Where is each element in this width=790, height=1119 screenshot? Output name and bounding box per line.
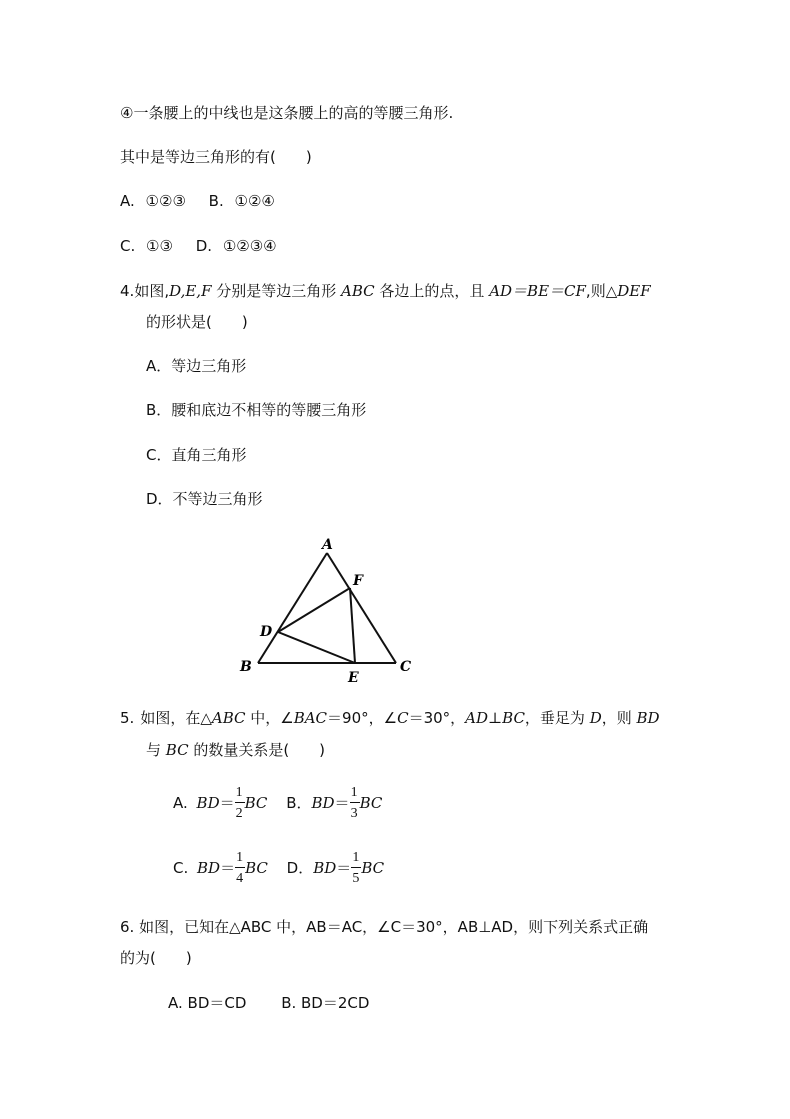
option-a-text: ①②③ <box>145 192 186 210</box>
q5-option-c-eq: ＝ <box>220 859 236 877</box>
point-e-label: E <box>348 670 359 686</box>
q4-option-a: A．等边三角形 <box>146 357 247 375</box>
q4-text: 各边上的点，且 <box>374 282 490 300</box>
numerator: 1 <box>235 785 243 800</box>
q5-option-c-rhs: BC <box>245 859 268 877</box>
q5-text: ，垂足为 <box>524 709 590 727</box>
q4-triangle: ABC <box>341 282 375 300</box>
q4-stem-line-1 <box>120 281 651 301</box>
q6-stem-line-1: 6. 如图，已知在△ABC 中，AB＝AC，∠C＝30°，AB⊥AD，则下列关系式正确 <box>120 918 649 936</box>
q4-stem-line-2: 的形状是( ) <box>146 313 248 331</box>
q5-option-a-label: A. <box>173 794 188 812</box>
q5-point-d: D <box>589 709 602 727</box>
q4-text: 如图, <box>134 282 170 300</box>
option-a-label: A. <box>120 192 135 210</box>
triangle-figure <box>230 530 430 690</box>
q5-text: ＝90°，∠ <box>327 709 398 727</box>
q4-text: 分别是等边三角形 <box>211 282 342 300</box>
q5-option-a-fraction <box>235 785 245 821</box>
option-b-text: ①②④ <box>234 192 275 210</box>
fraction-bar <box>235 867 245 868</box>
q5-option-b-fraction <box>350 785 360 821</box>
segment-df <box>278 588 350 632</box>
q5-option-c-label: C. <box>173 859 189 877</box>
q5-text: 与 <box>146 741 166 759</box>
q5-option-b-eq: ＝ <box>334 794 350 812</box>
option-d-label: D. <box>195 237 213 255</box>
q3-options-row-2 <box>120 236 277 256</box>
q5-text: 的数量关系是( ) <box>188 741 326 759</box>
denominator: 5 <box>352 871 360 886</box>
fraction-bar <box>350 802 360 803</box>
q4-option-b: B．腰和底边不相等的等腰三角形 <box>146 401 367 419</box>
q5-stem-line-1 <box>120 708 660 728</box>
segment-fe <box>350 588 355 663</box>
q5-option-b-lhs: BD <box>311 794 335 812</box>
q5-option-d-label: D． <box>286 859 314 877</box>
q6-stem-line-2: 的为( ) <box>120 949 192 967</box>
q5-number: 5. <box>120 709 135 727</box>
q5-options-row-2 <box>173 850 385 886</box>
q5-option-b-rhs: BC <box>359 794 383 812</box>
q5-text: 中，∠ <box>245 709 294 727</box>
q4-equation: AD＝BE＝CF <box>489 282 586 300</box>
q5-angle-c: C <box>397 709 409 727</box>
q5-stem-line-2 <box>146 740 325 760</box>
point-f-label: F <box>353 573 363 589</box>
vertex-a-label: A <box>322 537 333 553</box>
q4-option-d: D．不等边三角形 <box>146 490 263 508</box>
q5-option-d-rhs: BC <box>361 859 385 877</box>
option-c-text: ①③ <box>146 237 173 255</box>
q4-option-c: C．直角三角形 <box>146 446 247 464</box>
vertex-b-label: B <box>240 659 252 675</box>
q5-perpendicular: AD⊥BC <box>465 709 525 727</box>
q5-segment-bc: BC <box>165 741 189 759</box>
q5-option-c-fraction <box>235 850 245 886</box>
segment-de <box>278 632 355 663</box>
q4-text: ,则△ <box>585 282 618 300</box>
point-d-label: D <box>260 624 273 640</box>
q4-triangle-def: DEF <box>617 282 651 300</box>
fraction-bar <box>235 802 245 803</box>
q5-triangle: ABC <box>211 709 246 727</box>
option-c-label: C. <box>120 237 136 255</box>
fraction-bar <box>351 867 361 868</box>
q3-options-row-1 <box>120 191 275 211</box>
option-d-text: ①②③④ <box>222 237 277 255</box>
q5-option-c-lhs: BD <box>197 859 221 877</box>
q5-text: ＝30°， <box>408 709 466 727</box>
side-ac <box>327 553 396 663</box>
q5-option-b-label: B． <box>286 794 312 812</box>
numerator: 1 <box>236 850 244 865</box>
denominator: 3 <box>350 806 358 821</box>
q4-number: 4. <box>120 282 135 300</box>
q5-angle-bac: BAC <box>293 709 328 727</box>
q5-text: 如图，在△ <box>140 709 212 727</box>
denominator: 4 <box>236 871 244 886</box>
numerator: 1 <box>352 850 360 865</box>
q5-text: ，则 <box>601 709 637 727</box>
q3-item-4: ④一条腰上的中线也是这条腰上的高的等腰三角形. <box>120 104 454 122</box>
option-b-label: B. <box>208 192 224 210</box>
vertex-c-label: C <box>400 659 412 675</box>
q6-option-b: B. BD＝2CD <box>281 994 370 1012</box>
q4-points: D,E,F <box>169 282 212 300</box>
q6-option-a: A. BD＝CD <box>168 994 247 1012</box>
q5-option-d-lhs: BD <box>313 859 337 877</box>
q5-option-d-eq: ＝ <box>336 859 352 877</box>
q5-option-a-eq: ＝ <box>219 794 235 812</box>
numerator: 1 <box>350 785 358 800</box>
q5-segment-bd: BD <box>636 709 660 727</box>
q3-question: 其中是等边三角形的有( ) <box>120 148 312 166</box>
denominator: 2 <box>235 806 243 821</box>
q5-option-a-rhs: BC <box>244 794 268 812</box>
q5-option-a-lhs: BD <box>196 794 220 812</box>
q6-options-row-1 <box>168 993 369 1013</box>
q5-option-d-fraction <box>351 850 361 886</box>
q5-options-row-1 <box>173 785 383 821</box>
